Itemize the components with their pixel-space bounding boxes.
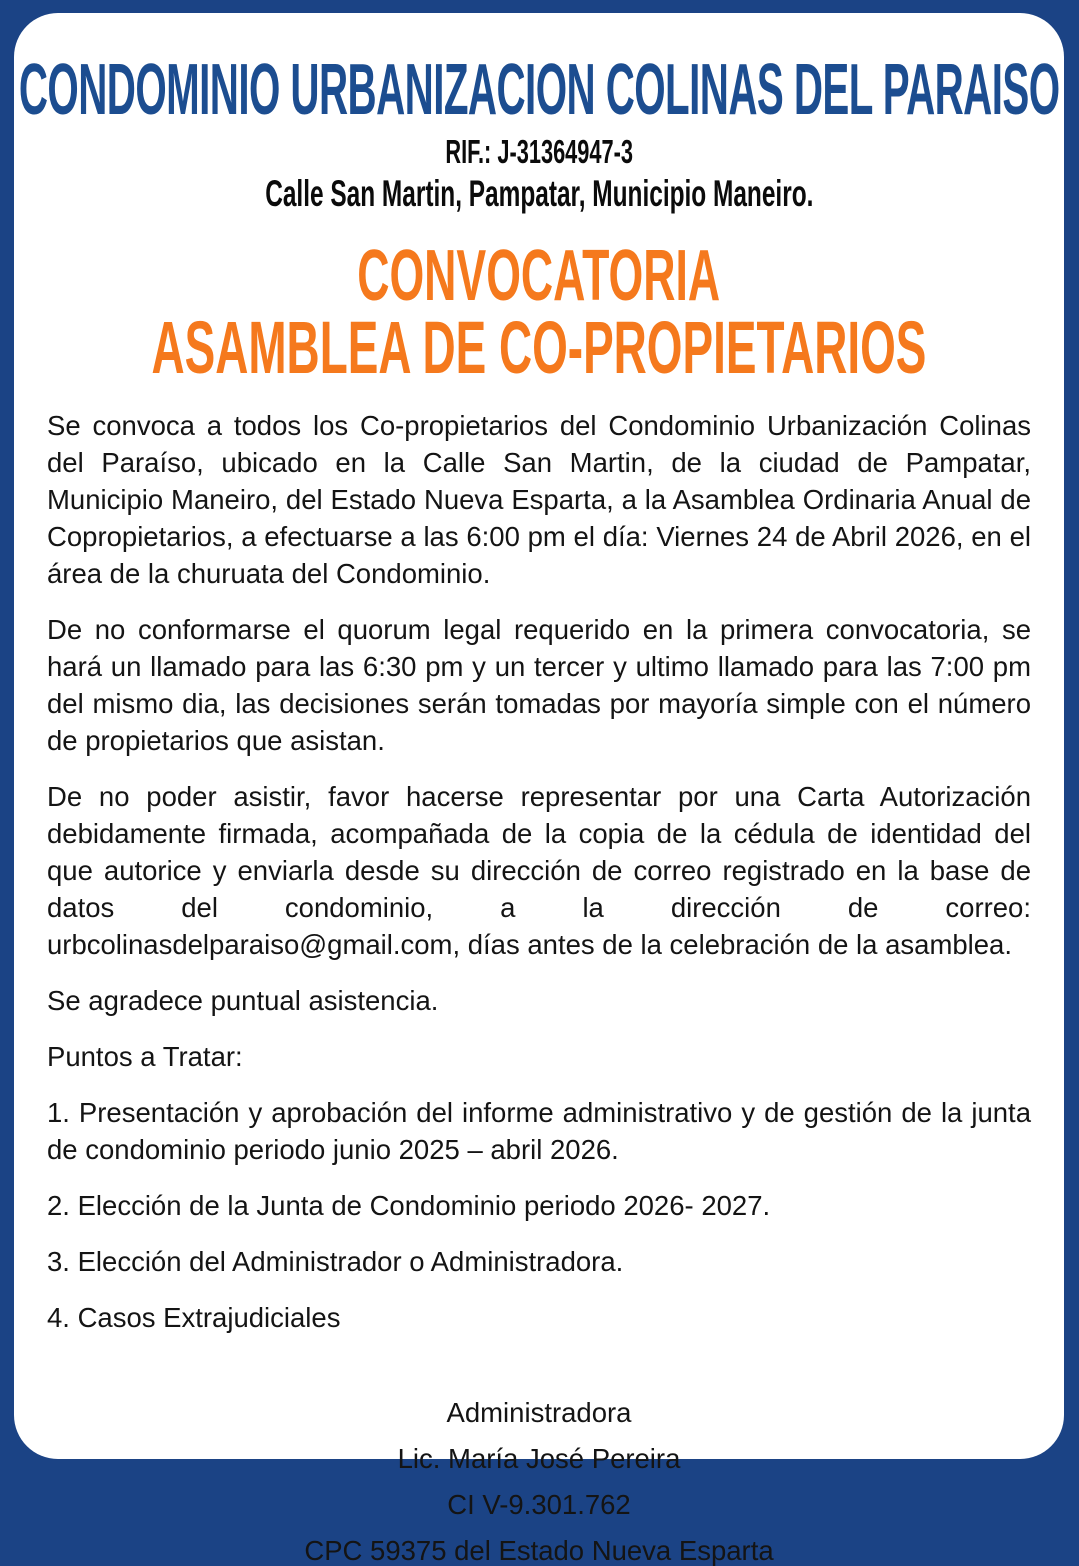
paragraph-representation: De no poder asistir, favor hacerse representar por una Carta Autorización debidamente firmada, acompañada de la copia de la cédula de identidad del que autorice y enviarla desde su dirección de correo registrado en la base de datos del condominio, a la dirección de correo: urbcolinasdelparaiso@gmail.com, días antes de la celebración de la asamblea.	[47, 781, 1031, 960]
notice-title-line1-text: CONVOCATORIA	[357, 236, 721, 316]
notice-title-line2-text: ASAMBLEA DE CO-PROPIETARIOS	[151, 305, 927, 389]
rif-number-text: RIF.: J-31364947-3	[445, 133, 633, 170]
agenda-item-2: 2. Elección de la Junta de Condominio periodo 2026- 2027.	[47, 1190, 771, 1221]
paragraph-quorum: De no conformarse el quorum legal requerido en la primera convocatoria, se hará un llamado para las 6:30 pm y un tercer y ultimo llamado para las 7:00 pm del mismo dia, las decisiones serán tomadas por mayoría simple con el número de propietarios que asistan.	[47, 614, 1031, 756]
closing-remark: Se agradece puntual asistencia.	[47, 985, 439, 1016]
agenda-item-1: 1. Presentación y aprobación del informe administrativo y de gestión de la junta de condominio periodo junio 2025 – abril 2026.	[47, 1097, 1031, 1165]
signature-name: Lic. María José Pereira	[397, 1443, 681, 1474]
signature-block	[47, 1398, 1031, 1566]
organization-address-text: Calle San Martin, Pampatar, Municipio Maneiro.	[264, 173, 814, 214]
organization-title	[18, 50, 1060, 130]
notice-title-line2	[34, 305, 1044, 389]
agenda-item-4: 4. Casos Extrajudiciales	[47, 1302, 341, 1333]
paragraph-convocation: Se convoca a todos los Co-propietarios del Condominio Urbanización Colinas del Paraíso, ubicado en la Calle San Martin, de la ciudad de Pampatar, Municipio Maneiro, del Estado Nueva Esparta, a la Asamblea Ordinaria Anual de Copropietarios, a efectuarse a las 6:00 pm el día: Viernes 24 de Abril 2026, en el área de la churuata del Condominio.	[47, 410, 1031, 589]
notice-body	[34, 407, 1044, 1566]
rif-number	[34, 133, 1044, 171]
signature-license: CPC 59375 del Estado Nueva Esparta	[304, 1535, 774, 1566]
signature-role: Administradora	[446, 1397, 632, 1428]
notice-title-line1	[34, 236, 1044, 316]
organization-title-text: CONDOMINIO URBANIZACION COLINAS DEL PARAISO	[18, 50, 1060, 130]
agenda-heading: Puntos a Tratar:	[47, 1041, 243, 1072]
agenda-section	[47, 1038, 1031, 1336]
organization-address	[34, 173, 1044, 215]
agenda-item-3: 3. Elección del Administrador o Administradora.	[47, 1246, 624, 1277]
signature-id: CI V-9.301.762	[447, 1489, 631, 1520]
notice-sheet	[14, 13, 1064, 1566]
